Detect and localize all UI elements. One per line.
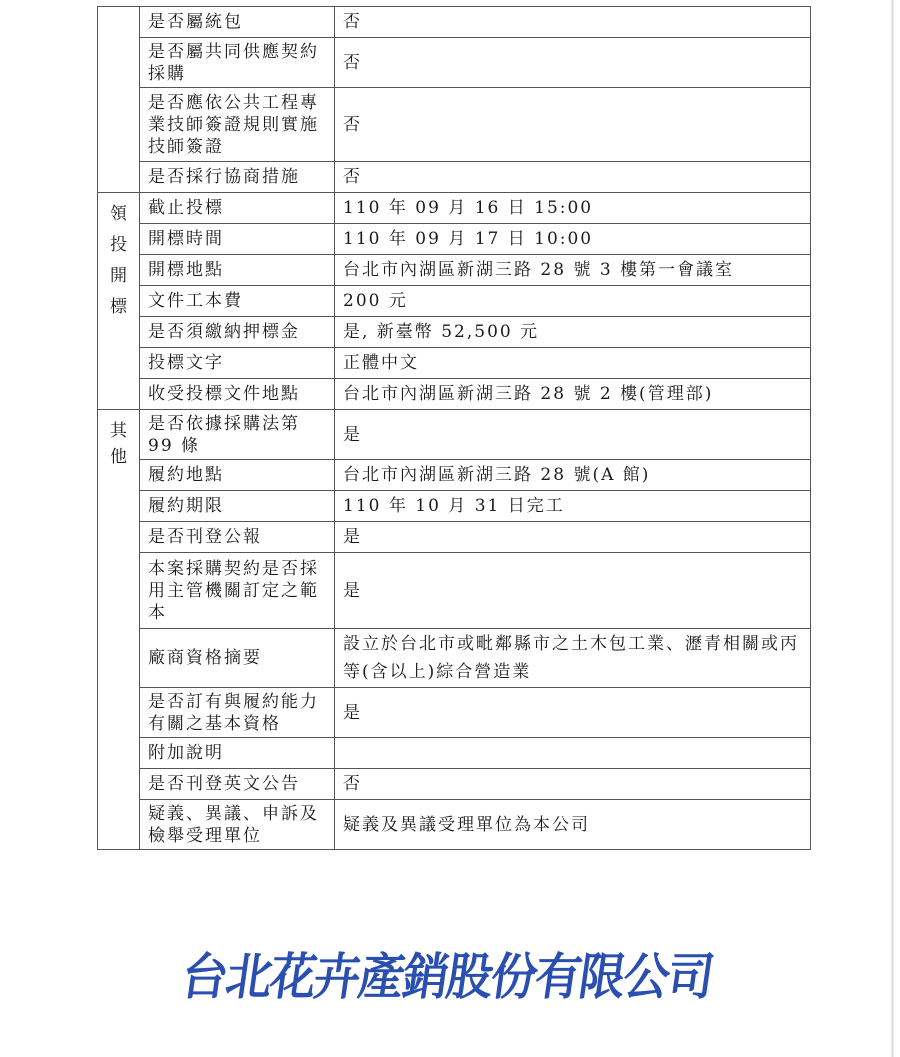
company-stamp <box>176 942 716 1008</box>
section-title-char: 他 <box>110 447 127 467</box>
table-row <box>98 348 811 379</box>
table-row <box>98 629 811 688</box>
table-row <box>98 7 811 38</box>
table-row <box>98 491 811 522</box>
row-label: 履約地點 <box>140 460 335 491</box>
section-title-bidding <box>98 193 140 410</box>
row-value: 否 <box>335 88 811 162</box>
row-label: 本案採購契約是否採用主管機關訂定之範本 <box>140 553 335 629</box>
row-value: 是 <box>335 688 811 738</box>
row-value: 否 <box>335 769 811 800</box>
row-label: 是否應依公共工程專業技師簽證規則實施技師簽證 <box>140 88 335 162</box>
company-stamp-text: 台北花卉產銷股份有限公司 <box>178 947 716 1006</box>
table-row <box>98 379 811 410</box>
row-value: 疑義及異議受理單位為本公司 <box>335 800 811 850</box>
table-row <box>98 255 811 286</box>
row-label: 附加說明 <box>140 738 335 769</box>
table-row <box>98 317 811 348</box>
row-value: 是 <box>335 522 811 553</box>
row-label: 收受投標文件地點 <box>140 379 335 410</box>
row-label: 疑義、異議、申訴及檢舉受理單位 <box>140 800 335 850</box>
row-label: 是否屬共同供應契約採購 <box>140 38 335 88</box>
row-value: 是, 新臺幣 52,500 元 <box>335 317 811 348</box>
row-label: 截止投標 <box>140 193 335 224</box>
row-label: 文件工本費 <box>140 286 335 317</box>
table-row <box>98 162 811 193</box>
row-label: 投標文字 <box>140 348 335 379</box>
table-row <box>98 193 811 224</box>
row-label: 是否須繳納押標金 <box>140 317 335 348</box>
row-value: 是 <box>335 410 811 460</box>
row-value: 是 <box>335 553 811 629</box>
table-row <box>98 410 811 460</box>
row-label: 是否依據採購法第 99 條 <box>140 410 335 460</box>
row-value: 否 <box>335 162 811 193</box>
table-row <box>98 688 811 738</box>
row-value: 台北市內湖區新湖三路 28 號 2 樓(管理部) <box>335 379 811 410</box>
table-row <box>98 224 811 255</box>
table-row <box>98 800 811 850</box>
table-row <box>98 286 811 317</box>
row-label: 開標地點 <box>140 255 335 286</box>
table-row <box>98 88 811 162</box>
row-value: 台北市內湖區新湖三路 28 號 3 樓第一會議室 <box>335 255 811 286</box>
company-stamp-graphic <box>176 942 716 1008</box>
section-title-char: 其 <box>110 421 127 441</box>
section-title-char: 投 <box>110 235 127 255</box>
row-value: 台北市內湖區新湖三路 28 號(A 館) <box>335 460 811 491</box>
table-row <box>98 522 811 553</box>
row-value: 否 <box>335 38 811 88</box>
section-title-char: 標 <box>110 297 127 317</box>
row-value <box>335 738 811 769</box>
row-label: 是否刊登英文公告 <box>140 769 335 800</box>
row-label: 廠商資格摘要 <box>140 629 335 688</box>
row-value: 否 <box>335 7 811 38</box>
row-value: 110 年 10 月 31 日完工 <box>335 491 811 522</box>
section-cell-continued <box>98 7 140 193</box>
row-label: 是否訂有與履約能力有關之基本資格 <box>140 688 335 738</box>
row-value: 110 年 09 月 17 日 10:00 <box>335 224 811 255</box>
page-edge <box>891 0 894 1057</box>
row-value: 正體中文 <box>335 348 811 379</box>
row-label: 履約期限 <box>140 491 335 522</box>
table-row <box>98 738 811 769</box>
section-title-other <box>98 410 140 850</box>
row-value: 200 元 <box>335 286 811 317</box>
row-label: 是否屬統包 <box>140 7 335 38</box>
table-row <box>98 553 811 629</box>
table-row <box>98 460 811 491</box>
row-label: 開標時間 <box>140 224 335 255</box>
notice-table <box>97 6 811 850</box>
row-label: 是否刊登公報 <box>140 522 335 553</box>
row-value: 110 年 09 月 16 日 15:00 <box>335 193 811 224</box>
section-title-char: 領 <box>110 204 127 224</box>
table-row <box>98 769 811 800</box>
section-title-char: 開 <box>110 266 127 286</box>
table-row <box>98 38 811 88</box>
row-value: 設立於台北市或毗鄰縣市之土木包工業、瀝青相關或丙等(含以上)綜合營造業 <box>335 629 811 688</box>
row-label: 是否採行協商措施 <box>140 162 335 193</box>
